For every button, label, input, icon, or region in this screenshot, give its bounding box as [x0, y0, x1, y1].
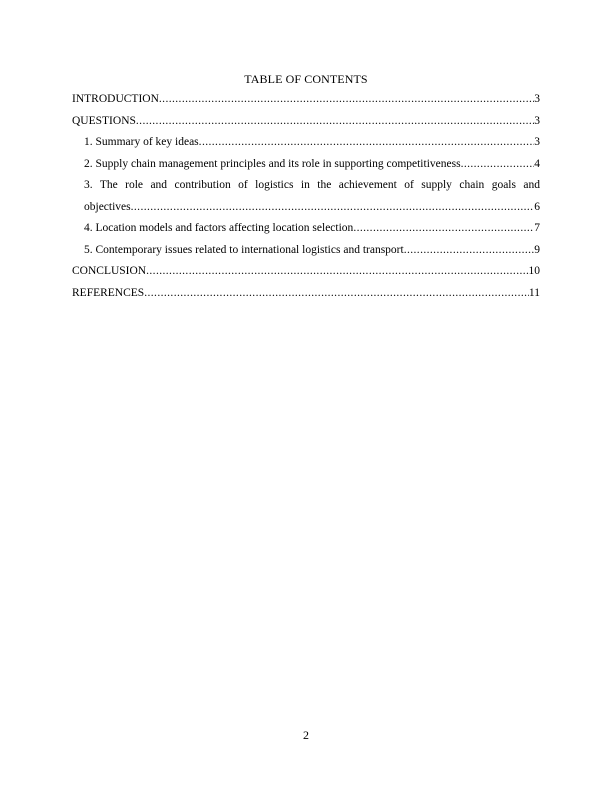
toc-leader-dots — [146, 264, 528, 279]
toc-entry-label: CONCLUSION — [72, 265, 147, 277]
toc-leader-dots — [159, 92, 534, 107]
toc-entry-label: 4. Location models and factors affecting location selection — [84, 222, 354, 234]
toc-entry-label: 1. Summary of key ideas — [84, 136, 199, 148]
toc-entry-label: 5. Contemporary issues related to international logistics and transport — [84, 243, 404, 256]
toc-entry-references[interactable] — [72, 286, 540, 308]
toc-entry-page: 3 — [534, 136, 540, 148]
toc-leader-dots — [199, 135, 535, 150]
toc-entry-questions[interactable] — [72, 114, 540, 136]
toc-entry-page: 11 — [528, 286, 540, 299]
toc-title: TABLE OF CONTENTS — [244, 72, 368, 86]
toc-entry-page: 4 — [534, 157, 540, 170]
toc-entry-label: 3. The role and contribution of logistics in the achievement of supply chain goals and — [84, 179, 540, 191]
toc-entry-page: 3 — [534, 114, 540, 127]
toc-entry-summary-of-key-ideas[interactable] — [72, 135, 540, 157]
toc-entry-page: 3 — [534, 93, 540, 105]
page-number: 2 — [303, 728, 309, 742]
toc-entry-logistics-role[interactable] — [72, 200, 540, 222]
table-of-contents — [72, 92, 540, 307]
toc-entry-conclusion[interactable] — [72, 264, 540, 286]
toc-entry-contemporary-issues[interactable] — [72, 243, 540, 265]
toc-entry-label: QUESTIONS — [72, 114, 136, 127]
toc-entry-label: objectives — [84, 200, 131, 213]
toc-entry-logistics-role-line1[interactable] — [72, 178, 540, 200]
toc-entry-supply-chain-principles[interactable] — [72, 157, 540, 179]
toc-leader-dots — [136, 114, 534, 129]
toc-leader-dots — [353, 221, 534, 236]
toc-entry-location-models[interactable] — [72, 221, 540, 243]
toc-entry-page: 10 — [528, 265, 540, 277]
toc-leader-dots — [461, 157, 535, 172]
toc-entry-page: 7 — [534, 222, 540, 234]
toc-entry-page: 6 — [534, 200, 540, 213]
toc-entry-label: REFERENCES — [72, 286, 145, 299]
toc-leader-dots — [144, 286, 529, 301]
toc-leader-dots — [131, 200, 535, 215]
toc-entry-page: 9 — [534, 243, 540, 256]
toc-entry-label: INTRODUCTION — [72, 93, 159, 105]
toc-entry-introduction[interactable] — [72, 92, 540, 114]
toc-leader-dots — [404, 243, 535, 258]
toc-entry-label: 2. Supply chain management principles and its role in supporting competitiveness — [84, 157, 461, 170]
